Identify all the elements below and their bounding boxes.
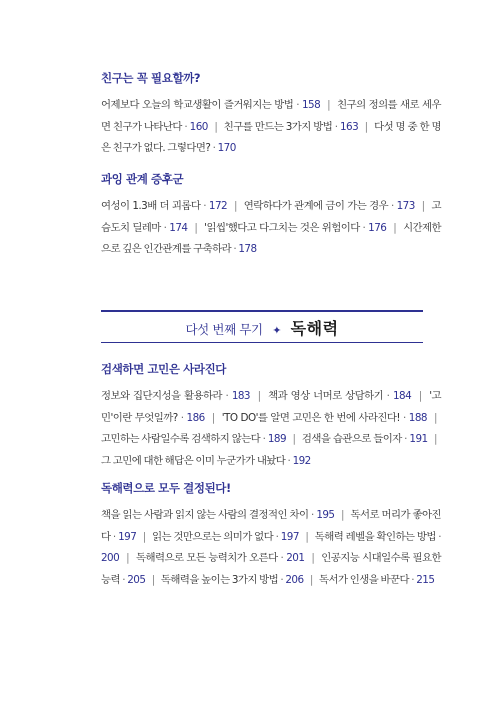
toc-entry-title: 독서가 인생을 바꾼다	[319, 573, 409, 586]
toc-page-number: 170	[217, 142, 236, 154]
entry-separator: |	[214, 120, 218, 133]
part-header	[101, 316, 423, 336]
leader-dot: ·	[160, 221, 170, 234]
entry-separator: |	[151, 573, 155, 586]
toc-entry[interactable]	[101, 390, 250, 402]
leader-dot: ·	[293, 99, 302, 111]
toc-page-number: 174	[169, 221, 188, 234]
toc-entry[interactable]	[204, 222, 386, 234]
toc-entry-title: 검색을 습관으로 들이자	[301, 433, 402, 445]
leader-dot: ·	[260, 433, 268, 445]
entry-separator: |	[393, 221, 397, 234]
leader-dot: ·	[221, 390, 232, 402]
toc-page-number: 160	[189, 120, 208, 133]
entry-separator: |	[292, 433, 296, 445]
toc-entry-title: 독해력으로 모든 능력치가 오른다	[136, 552, 278, 564]
toc-page-number: 186	[186, 411, 205, 424]
toc-page-number: 189	[267, 433, 287, 445]
entry-separator: |	[257, 390, 261, 402]
section-entries	[101, 196, 441, 261]
leader-dot: ·	[278, 573, 286, 586]
toc-entry[interactable]	[136, 552, 304, 564]
entry-separator: |	[421, 200, 425, 212]
leader-dot: ·	[231, 243, 239, 255]
entry-separator: |	[364, 120, 368, 133]
toc-entry-title: 책과 영상 너머로 상담하기	[268, 390, 384, 402]
toc-section-search	[101, 361, 441, 472]
leader-dot: ·	[285, 454, 293, 467]
toc-entry[interactable]	[101, 200, 227, 212]
entry-separator: |	[418, 390, 422, 402]
toc-entry-title: 어제보다 오늘의 학교생활이 즐거워지는 방법	[101, 99, 294, 111]
leader-dot: ·	[200, 200, 209, 212]
toc-entry-title: 책을 읽는 사람과 읽지 않는 사람의 결정적인 차이	[101, 509, 309, 521]
toc-entry-title: 정보와 집단지성을 활용하라	[101, 390, 222, 402]
entry-separator: |	[142, 530, 146, 543]
toc-entry[interactable]	[101, 455, 311, 467]
toc-entry[interactable]	[302, 433, 428, 445]
toc-entry[interactable]	[101, 509, 335, 521]
toc-page-number: 173	[396, 200, 415, 212]
toc-entry[interactable]	[161, 574, 304, 586]
entry-separator: |	[194, 221, 198, 234]
toc-entry-title: 시간제한으로 깊은 인간관계를 구축하라	[101, 221, 442, 255]
toc-page-number: 188	[408, 411, 427, 424]
toc-page-number: 205	[127, 573, 146, 586]
entry-separator: |	[311, 552, 315, 564]
toc-page-number: 197	[118, 530, 137, 543]
toc-page-number: 206	[285, 573, 304, 586]
star-icon: ✦	[272, 324, 282, 337]
toc-page-number: 184	[392, 390, 412, 402]
toc-entry[interactable]	[244, 200, 415, 212]
toc-entry[interactable]	[268, 390, 411, 402]
toc-page-number: 176	[368, 221, 387, 234]
part-label: 다섯 번째 무기	[185, 322, 263, 337]
leader-dot: ·	[408, 573, 417, 586]
toc-page-number: 201	[286, 552, 305, 564]
part-title: 독해력	[290, 319, 339, 338]
leader-dot: ·	[308, 509, 317, 521]
leader-dot: ·	[399, 411, 409, 424]
toc-entry-title: 여성이 1.3배 더 괴롭다	[101, 200, 201, 212]
toc-page-number: 215	[416, 573, 435, 586]
entry-separator: |	[434, 433, 437, 445]
leader-dot: ·	[210, 142, 218, 154]
toc-entry-title: 고민하는 사람일수록 검색하지 않는다	[101, 433, 261, 445]
entry-separator: |	[305, 530, 309, 543]
toc-page-number: 192	[292, 454, 311, 467]
toc-entry[interactable]	[319, 574, 434, 586]
toc-entry-title: 친구의 정의를 새로 세우면 친구가 나타난다	[101, 99, 441, 133]
section-title: 과잉 관계 증후군	[101, 172, 184, 186]
part-divider-top	[101, 310, 423, 312]
toc-entry-title: '읽씹'했다고 다그치는 것은 위험이다	[204, 221, 360, 234]
toc-entry[interactable]	[101, 99, 320, 111]
toc-entry-title: 고슴도치 딜레마	[101, 200, 441, 234]
toc-entry[interactable]	[101, 433, 286, 445]
toc-entry[interactable]	[222, 412, 427, 424]
leader-dot: ·	[383, 390, 393, 402]
toc-entry-title: '고민'이란 무엇일까?	[101, 390, 442, 424]
entry-separator: |	[233, 200, 237, 212]
leader-dot: ·	[110, 530, 119, 543]
leader-dot: ·	[181, 120, 190, 133]
toc-entry[interactable]	[152, 531, 299, 543]
leader-dot: ·	[401, 433, 410, 445]
section-entries	[101, 386, 441, 472]
entry-separator: |	[327, 99, 331, 111]
part-divider-bottom	[101, 342, 423, 343]
section-title: 독해력으로 모두 결정된다!	[101, 481, 231, 495]
toc-entry-title: 다섯 명 중 한 명은 친구가 없다. 그렇다면?	[101, 120, 441, 154]
entry-separator: |	[341, 509, 344, 521]
entry-separator: |	[434, 411, 437, 424]
section-entries	[101, 505, 441, 591]
section-title: 검색하면 고민은 사라진다	[101, 362, 227, 376]
toc-entry-title: 인공지능 시대일수록 필요한 능력	[101, 552, 441, 586]
toc-section-friends	[101, 70, 441, 160]
leader-dot: ·	[119, 573, 128, 586]
toc-entry-title: 그 고민에 대한 해답은 이미 누군가가 내놨다	[101, 454, 286, 467]
leader-dot: ·	[435, 530, 441, 543]
toc-entry-title: 읽는 것만으로는 의미가 없다	[152, 530, 274, 543]
toc-page-number: 178	[238, 243, 257, 255]
entry-separator: |	[211, 411, 215, 424]
section-entries	[101, 95, 441, 160]
leader-dot: ·	[177, 411, 187, 424]
section-title: 친구는 꼭 필요할까?	[101, 71, 201, 85]
toc-section-reading	[101, 480, 441, 591]
toc-entry-title: 독해력을 높이는 3가지 방법	[160, 573, 279, 586]
leader-dot: ·	[359, 221, 369, 234]
toc-entry-title: 친구를 만드는 3가지 방법	[223, 120, 333, 133]
toc-entry-title: 'TO DO'를 알면 고민은 한 번에 사라진다!	[221, 411, 400, 424]
leader-dot: ·	[273, 530, 281, 543]
toc-page-number: 195	[316, 509, 335, 521]
toc-page-number: 172	[208, 200, 228, 212]
toc-page-number: 158	[301, 99, 321, 111]
toc-section-relationships	[101, 171, 441, 261]
toc-page-number: 191	[409, 433, 428, 445]
toc-page-number: 200	[101, 552, 120, 564]
toc-page-number: 163	[339, 120, 359, 133]
leader-dot: ·	[388, 200, 397, 212]
toc-page-number: 183	[231, 390, 250, 402]
toc-entry-title: 독서로 머리가 좋아진다	[101, 509, 441, 543]
toc-entry[interactable]	[224, 121, 358, 133]
entry-separator: |	[126, 552, 130, 564]
toc-entry-title: 독해력 레벨을 확인하는 방법	[314, 530, 436, 543]
leader-dot: ·	[332, 120, 340, 133]
toc-entry-title: 연락하다가 관계에 금이 가는 경우	[243, 200, 389, 212]
leader-dot: ·	[277, 552, 287, 564]
entry-separator: |	[309, 573, 313, 586]
toc-page-number: 197	[280, 530, 299, 543]
